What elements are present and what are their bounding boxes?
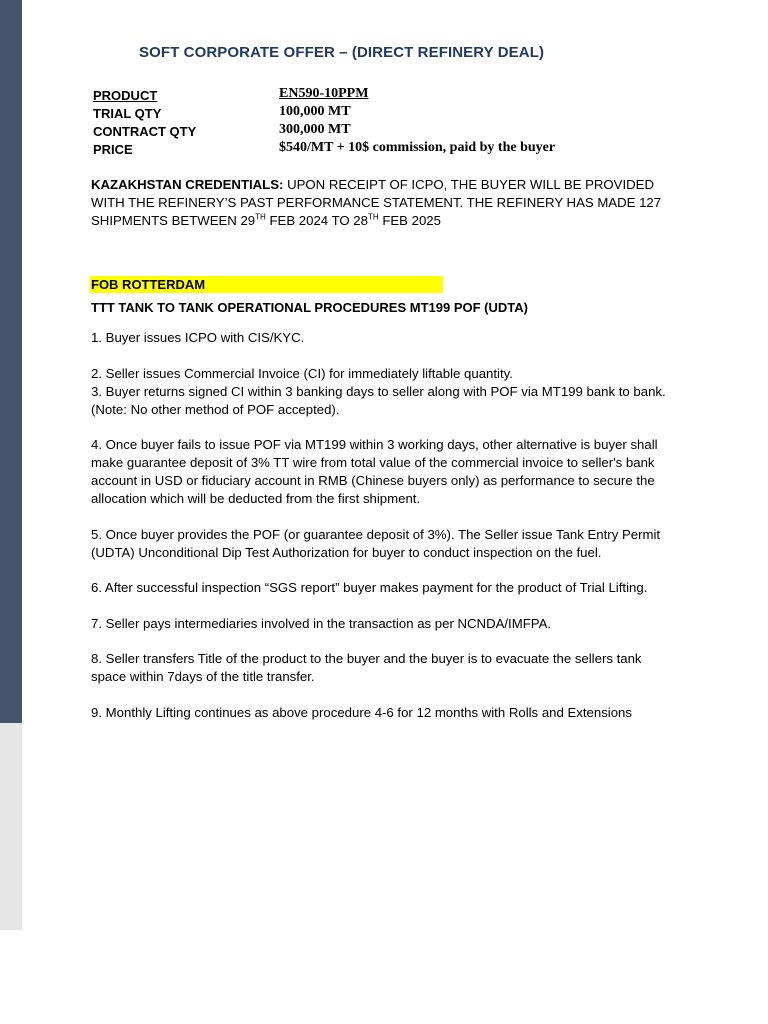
sidebar-accent-bar [0, 0, 22, 723]
procedures-heading: TTT TANK TO TANK OPERATIONAL PROCEDURES MT199 POF (UDTA) [91, 300, 528, 315]
step-item: 5. Once buyer provides the POF (or guarantee deposit of 3%). The Seller issue Tank Entry Permit (UDTA) Unconditional Dip Test Authorization for buyer to conduct inspection on the fuel. [91, 526, 661, 560]
credentials-paragraph [91, 176, 671, 230]
sidebar-accent-bar-light [0, 723, 22, 930]
step-item: 1. Buyer issues ICPO with CIS/KYC. [91, 330, 305, 345]
step-item: 2. Seller issues Commercial Invoice (CI) for immediately liftable quantity. [91, 365, 513, 381]
step-item: 7. Seller pays intermediaries involved in the transaction as per NCNDA/IMFPA. [91, 615, 552, 631]
document-title: SOFT CORPORATE OFFER – (DIRECT REFINERY DEAL) [139, 44, 545, 61]
credentials-text: FEB 2024 TO 28 [265, 213, 368, 228]
spec-value: 100,000 MT [279, 104, 351, 119]
spec-value: EN590-10PPM [279, 86, 369, 101]
step-item: 8. Seller transfers Title of the product to the buyer and the buyer is to evacuate the sellers tank space within 7days of the title transfer. [91, 651, 642, 684]
spec-label: CONTRACT QTY [93, 124, 197, 139]
spec-label: PRICE [93, 142, 133, 157]
spec-label: PRODUCT [93, 88, 158, 103]
credentials-text: UPON RECEIPT OF ICPO, THE BUYER WILL BE PROVIDED WITH THE REFINERY’S PAST PERFORMANCE STATEMENT. THE REFINERY HAS MADE 127 SHIPMENTS BETWEEN 29 [91, 177, 662, 228]
spec-value: 300,000 MT [279, 122, 351, 137]
superscript: TH [255, 212, 266, 222]
step-item: 9. Monthly Lifting continues as above procedure 4-6 for 12 months with Rolls and Extensions [91, 704, 632, 720]
credentials-label: KAZAKHSTAN CREDENTIALS: [91, 177, 284, 192]
step-item: 6. After successful inspection “SGS report” buyer makes payment for the product of Trial Lifting. [91, 580, 648, 595]
fob-highlight: FOB ROTTERDAM [90, 276, 443, 293]
spec-value: $540/MT + 10$ commission, paid by the buyer [279, 140, 556, 155]
step-item: 4. Once buyer fails to issue POF via MT199 within 3 working days, other alternative is buyer shall make guarantee deposit of 3% TT wire from total value of the commercial invoice to seller's bank account in USD or fiduciary account in RMB (Chinese buyers only) as performance to secure the allocation which will be deducted from the first shipment. [91, 437, 658, 506]
spec-label: TRIAL QTY [93, 106, 162, 121]
step-item: 3. Buyer returns signed CI within 3 banking days to seller along with POF via MT199 bank to bank. (Note: No other method of POF accepted). [91, 383, 666, 417]
credentials-text: FEB 2025 [378, 213, 441, 228]
superscript: TH [367, 212, 379, 222]
procedure-steps [91, 329, 679, 722]
